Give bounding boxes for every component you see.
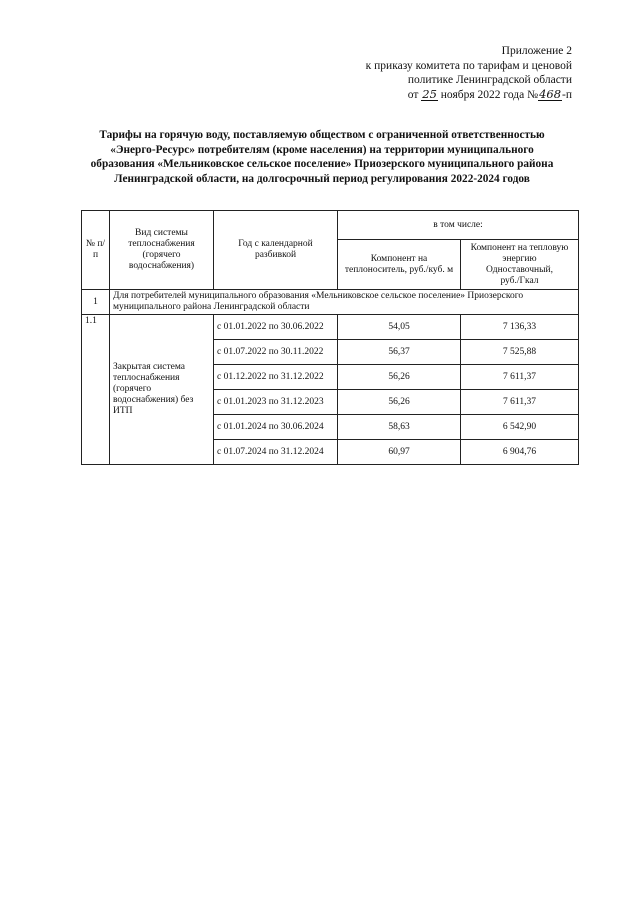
row-water-value: 60,97	[338, 440, 461, 465]
date-prefix: от	[407, 88, 419, 101]
row-period: с 01.07.2024 по 31.12.2024	[214, 440, 338, 465]
row-period: с 01.12.2022 по 31.12.2022	[214, 365, 338, 390]
title-line-2: «Энерго-Ресурс» потребителям (кроме населения) на территории муниципального	[110, 143, 534, 156]
header-heat-line-1: Компонент на тепловую энергию	[470, 242, 569, 264]
header-num: № п/п	[82, 211, 110, 290]
header-heat-line-3: руб./Гкал	[500, 275, 539, 286]
section-num: 1	[82, 290, 110, 315]
section-row	[82, 290, 579, 315]
tariff-table	[81, 210, 579, 465]
row-period: с 01.07.2022 по 30.11.2022	[214, 340, 338, 365]
row-heat-value: 7 136,33	[461, 315, 579, 340]
row-heat-value: 7 611,37	[461, 390, 579, 415]
group-system-type: Закрытая система теплоснабжения (горячего водоснабжения) без ИТП	[110, 315, 214, 465]
header-heat-line-2: Одноставочный,	[486, 264, 553, 275]
table-row	[82, 315, 579, 340]
order-date-line	[342, 88, 572, 103]
row-water-value: 54,05	[338, 315, 461, 340]
title-line-1: Тарифы на горячую воду, поставляемую обществом с ограниченной ответственностью	[99, 129, 545, 141]
document-header	[342, 44, 572, 102]
row-period: с 01.01.2023 по 31.12.2023	[214, 390, 338, 415]
document-title	[62, 128, 582, 186]
committee-line: политике Ленинградской области	[407, 74, 572, 86]
header-water-component: Компонент на теплоноситель, руб./куб. м	[338, 240, 461, 290]
row-period: с 01.01.2024 по 30.06.2024	[214, 415, 338, 440]
row-heat-value: 7 611,37	[461, 365, 579, 390]
date-middle: ноября 2022 года №	[440, 88, 539, 101]
header-period: Год с календарной разбивкой	[214, 211, 338, 290]
table-header-row	[82, 211, 579, 240]
title-line-3: образования «Мельниковское сельское поселение» Приозерского муниципального района	[90, 158, 554, 170]
section-text: Для потребителей муниципального образования «Мельниковское сельское поселение» Приозерского муниципального района Ленинградской области	[110, 290, 579, 315]
row-heat-value: 7 525,88	[461, 340, 579, 365]
order-suffix: -п	[562, 88, 572, 101]
appendix-label: Приложение 2	[501, 45, 572, 57]
date-day-handwritten: 25	[422, 86, 437, 101]
header-including: в том числе:	[338, 211, 579, 240]
row-water-value: 58,63	[338, 415, 461, 440]
row-heat-value: 6 542,90	[461, 415, 579, 440]
row-water-value: 56,26	[338, 390, 461, 415]
group-num: 1.1	[82, 315, 110, 465]
order-reference-line: к приказу комитета по тарифам и ценовой	[365, 59, 572, 72]
order-number-handwritten: 468	[539, 86, 562, 101]
row-water-value: 56,26	[338, 365, 461, 390]
row-water-value: 56,37	[338, 340, 461, 365]
row-heat-value: 6 904,76	[461, 440, 579, 465]
header-heat-component	[461, 240, 579, 290]
header-system-type: Вид системы теплоснабжения (горячего водоснабжения)	[110, 211, 214, 290]
title-line-4: Ленинградской области, на долгосрочный период регулирования 2022-2024 годов	[114, 172, 530, 185]
row-period: с 01.01.2022 по 30.06.2022	[214, 315, 338, 340]
